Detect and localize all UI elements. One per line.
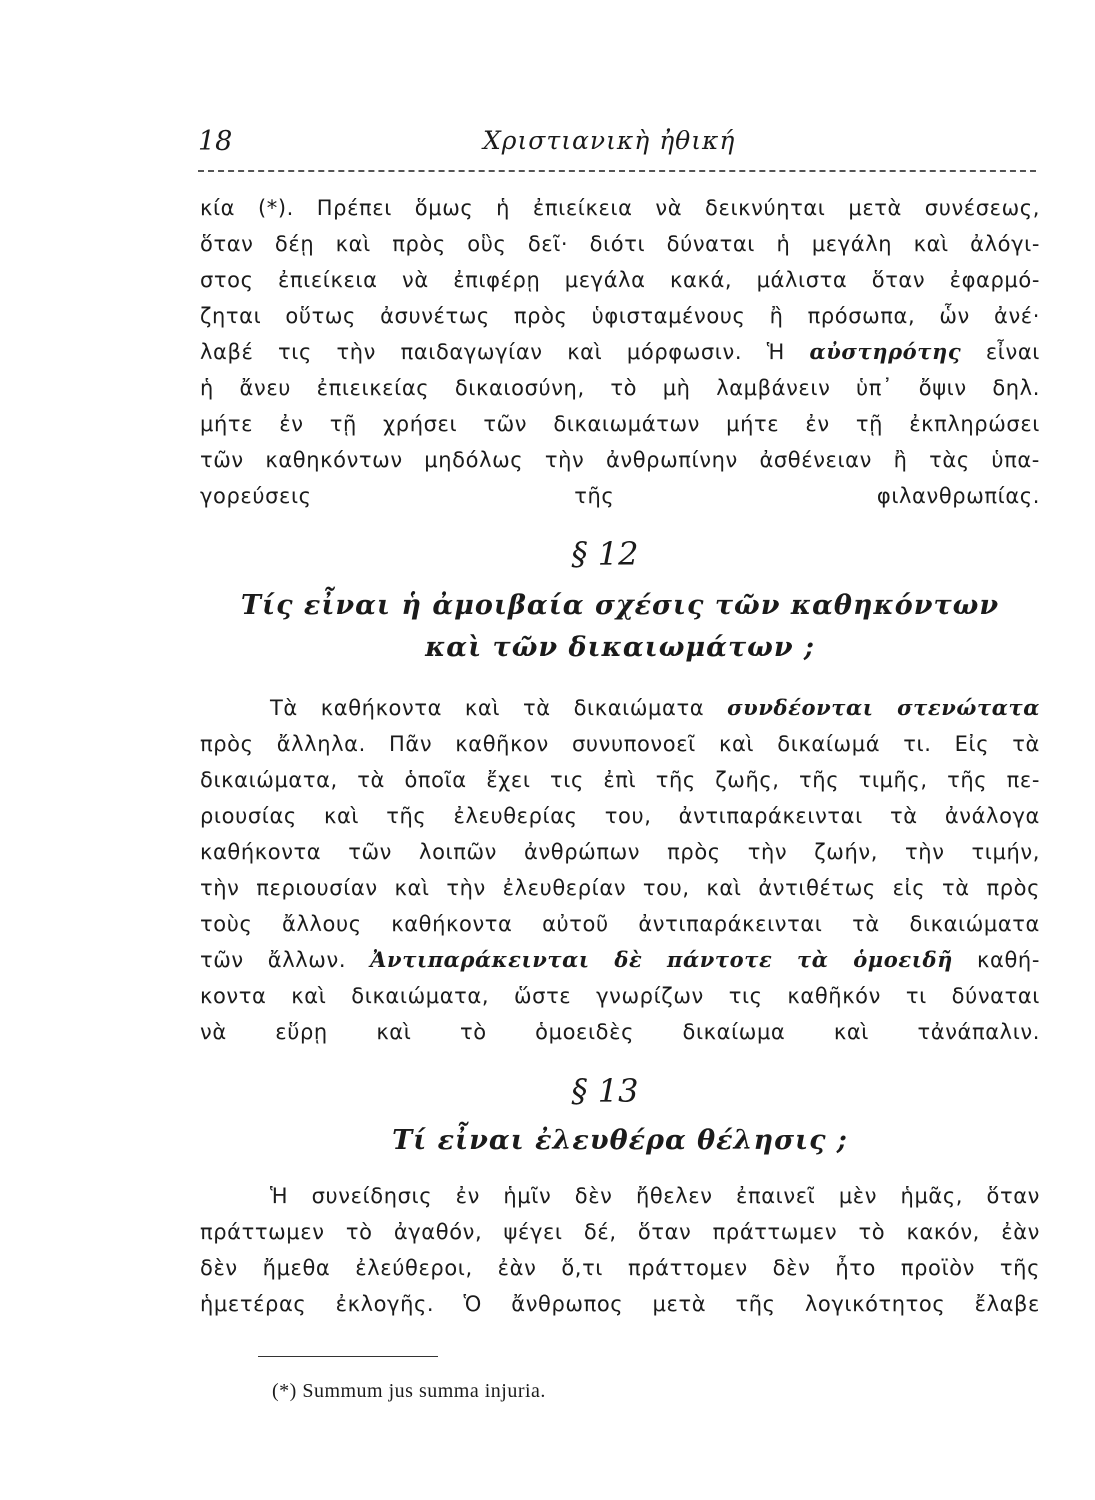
text-line: στος ἐπιείκεια νὰ ἐπιφέρῃ μεγάλα κακά, μάλιστα ὅταν ἐφαρμό- — [200, 268, 1040, 292]
text-line: κοντα καὶ δικαιώματα, ὥστε γνωρίζων τις καθῆκόν τι δύναται — [200, 984, 1040, 1008]
text-span: καθή- — [953, 948, 1041, 972]
emphasized-text: συνδέονται στενώτατα — [727, 695, 1040, 720]
text-line: πρὸς ἄλληλα. Πᾶν καθῆκον συνυπονοεῖ καὶ δικαίωμά τι. Εἰς τὰ — [200, 732, 1040, 756]
section-12-title-line-1: Τίς εἶναι ἡ ἀμοιβαία σχέσις τῶν καθηκόντων — [240, 590, 1000, 621]
text-line — [200, 690, 1040, 726]
text-span: Τὰ καθήκοντα καὶ τὰ δικαιώματα — [270, 696, 728, 720]
paragraph-2 — [200, 690, 1040, 1050]
running-title: Χριστιανικὴ ἠθική — [483, 126, 736, 155]
paragraph-1 — [200, 190, 1040, 514]
text-line: πράττωμεν τὸ ἀγαθόν, ψέγει δέ, ὅταν πράττωμεν τὸ κακόν, ἐὰν — [200, 1220, 1040, 1244]
text-line: τῶν καθηκόντων μηδόλως τὴν ἀνθρωπίνην ἀσθένειαν ἢ τὰς ὑπα- — [200, 448, 1040, 472]
text-line: Ἡ συνείδησις ἐν ἡμῖν δὲν ἤθελεν ἐπαινεῖ μὲν ἡμᾶς, ὅταν — [270, 1184, 1040, 1208]
footnote: (*) Summum jus summa injuria. — [272, 1380, 546, 1402]
text-line: καθήκοντα τῶν λοιπῶν ἀνθρώπων πρὸς τὴν ζωήν, τὴν τιμήν, — [200, 840, 1040, 864]
text-line: δικαιώματα, τὰ ὁποῖα ἔχει τις ἐπὶ τῆς ζωῆς, τῆς τιμῆς, τῆς πε- — [200, 768, 1040, 792]
text-line: ἡ ἄνευ ἐπιεικείας δικαιοσύνη, τὸ μὴ λαμβάνειν ὑπ᾽ ὄψιν δηλ. — [200, 376, 1040, 400]
emphasized-text: Ἀντιπαράκεινται δὲ πάντοτε τὰ ὁμοειδῆ — [370, 947, 953, 972]
text-line: μήτε ἐν τῇ χρήσει τῶν δικαιωμάτων μήτε ἐν τῇ ἐκπληρώσει — [200, 412, 1040, 436]
text-line: νὰ εὕρῃ καὶ τὸ ὁμοειδὲς δικαίωμα καὶ τἀνάπαλιν. — [200, 1020, 1040, 1044]
text-span: εἶναι — [961, 340, 1040, 364]
text-line: τοὺς ἄλλους καθήκοντα αὐτοῦ ἀντιπαράκεινται τὰ δικαιώματα — [200, 912, 1040, 936]
text-line: ριουσίας καὶ τῆς ἐλευθερίας του, ἀντιπαράκεινται τὰ ἀνάλογα — [200, 804, 1040, 828]
text-span: λαβέ τις τὴν παιδαγωγίαν καὶ μόρφωσιν. Ἡ — [200, 340, 810, 364]
text-line: κία (*). Πρέπει ὅμως ἡ ἐπιείκεια νὰ δεικνύηται μετὰ συνέσεως, — [200, 196, 1040, 220]
text-line: τὴν περιουσίαν καὶ τὴν ἐλευθερίαν του, καὶ ἀντιθέτως εἰς τὰ πρὸς — [200, 876, 1040, 900]
text-line — [200, 334, 1040, 370]
text-line — [200, 942, 1040, 978]
header-divider — [198, 170, 1036, 172]
paragraph-3 — [200, 1178, 1040, 1322]
section-13-title: Τί εἶναι ἐλευθέρα θέλησις ; — [392, 1125, 848, 1156]
text-line: δὲν ἤμεθα ἐλεύθεροι, ἐὰν ὅ,τι πράττομεν δὲν ἦτο προϊὸν τῆς — [200, 1256, 1040, 1280]
section-13-number: § 13 — [571, 1072, 639, 1110]
text-span: τῶν ἄλλων. — [200, 948, 371, 972]
text-line: γορεύσεις τῆς φιλανθρωπίας. — [200, 484, 1040, 508]
section-12-title-line-2: καὶ τῶν δικαιωμάτων ; — [425, 632, 815, 663]
text-line: ζηται οὕτως ἀσυνέτως πρὸς ὑφισταμένους ἢ πρόσωπα, ὧν ἀνέ· — [200, 304, 1040, 328]
footnote-divider — [258, 1356, 438, 1357]
emphasized-text: αὐστηρότης — [809, 339, 962, 364]
text-line: ὅταν δέῃ καὶ πρὸς οὓς δεῖ· διότι δύναται ἡ μεγάλη καὶ ἀλόγι- — [200, 232, 1040, 256]
page-number: 18 — [198, 126, 233, 157]
page-header — [198, 126, 1036, 166]
section-12-number: § 12 — [571, 535, 639, 573]
text-line: ἡμετέρας ἐκλογῆς. Ὁ ἄνθρωπος μετὰ τῆς λογικότητος ἔλαβε — [200, 1292, 1040, 1316]
